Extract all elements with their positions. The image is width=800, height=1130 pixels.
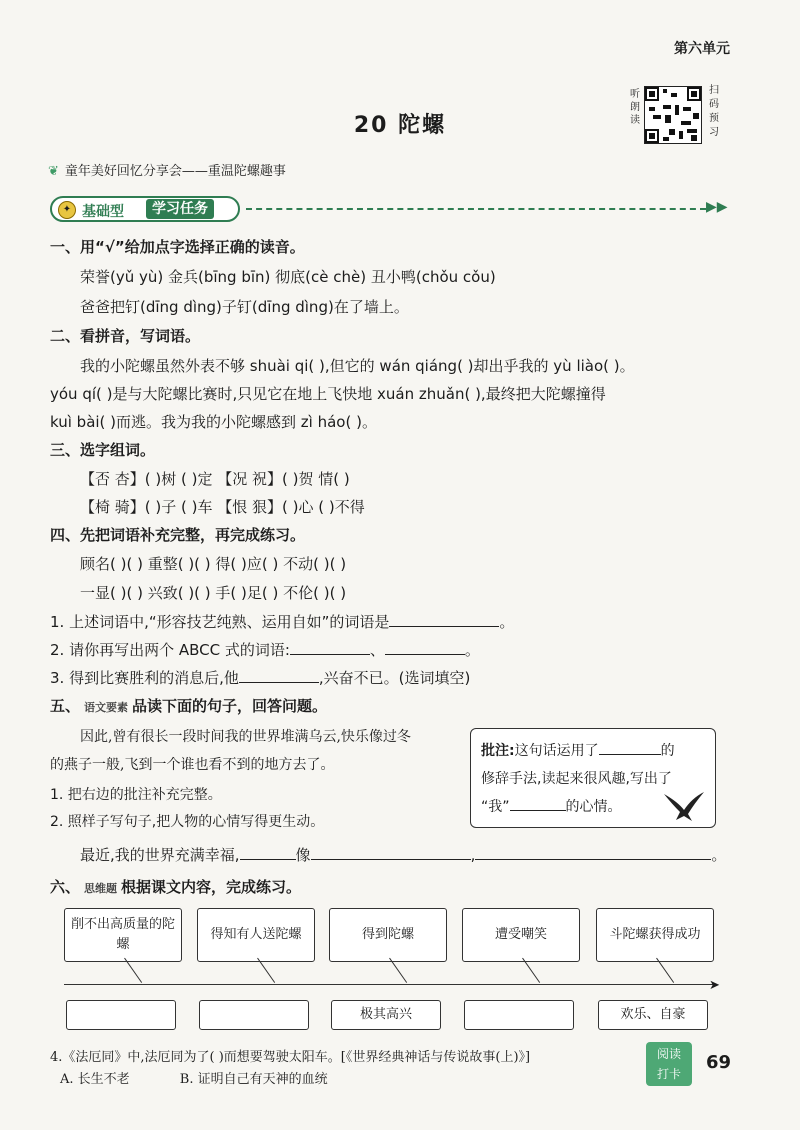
card-line1: 阅读: [656, 1047, 681, 1061]
note-line3a: “我”: [481, 799, 510, 815]
card-line2: 打卡: [656, 1067, 681, 1081]
q6-tag: 思维题: [84, 882, 118, 895]
note-blank1[interactable]: [599, 741, 661, 755]
top-box-4: 遭受嘲笑: [462, 908, 580, 962]
q4-sub3-blank[interactable]: [239, 669, 319, 683]
q4-sub3-b: ,兴奋不已。(选词填空): [318, 669, 471, 687]
banner-pill: [50, 196, 240, 222]
footer-option-a: A. 长生不老: [60, 1072, 130, 1087]
bottom-box-3[interactable]: 极其高兴: [331, 1000, 441, 1030]
top-box-2: 得知有人送陀螺: [197, 908, 315, 962]
top-box-3: 得到陀螺: [329, 908, 447, 962]
page-number: 69: [706, 1052, 732, 1073]
q5-ex-blank3[interactable]: [475, 846, 711, 860]
arrow-right-icon: ➤: [709, 978, 720, 993]
q6-head-b: 根据课文内容，完成练习。: [121, 878, 302, 896]
footer-options: [60, 1068, 328, 1087]
q4-sub1-blank[interactable]: [389, 613, 499, 627]
q4-sub3: [50, 667, 470, 688]
q2-line2: yóu qí( )是与大陀螺比赛时,只见它在地上飞快地 xuán zhuǎn( ),最终把大陀螺撞得: [50, 385, 606, 403]
leaf-icon: ❦: [48, 164, 59, 179]
q5-ex-c: ,: [470, 846, 476, 864]
q5-ex-a: 最近,我的世界充满幸福,: [80, 846, 240, 864]
q4-row1: 顾名( )( ) 重整( )( ) 得( )应( ) 不动( )( ): [80, 555, 347, 573]
subtitle: 童年美好回忆分享会——重温陀螺趣事: [64, 164, 286, 179]
q6-heading: [50, 876, 301, 897]
banner-part1: 基础型: [82, 204, 124, 220]
note-blank2[interactable]: [510, 797, 566, 811]
bottom-box-2[interactable]: [199, 1000, 309, 1030]
q1-row1: 荣誉(yǔ yù) 金兵(bīng bīn) 彻底(cè chè) 丑小鸭(chǒu cǒu): [80, 268, 496, 286]
q3-heading: 三、选字组词。: [50, 441, 156, 459]
q5-sub1: 1. 把右边的批注补充完整。: [50, 787, 222, 803]
q5-ex-blank1[interactable]: [240, 846, 296, 860]
q5-ex-d: 。: [711, 846, 727, 864]
q4-sub2-text: 2. 请你再写出两个 ABCC 式的词语:: [50, 641, 290, 659]
q3-row1: 【否 杏】( )树 ( )定 【况 祝】( )贺 情( ): [80, 470, 350, 488]
top-box-1: 削不出高质量的陀螺: [64, 908, 182, 962]
fishbone-diagram: [64, 896, 724, 1036]
note-line1: 这句话运用了: [514, 743, 599, 759]
banner-part2: 学习任务: [146, 199, 214, 219]
q4-sub2-end: 。: [464, 641, 480, 659]
fishbone-spine: [64, 984, 714, 985]
q4-heading: 四、先把词语补充完整，再完成练习。: [50, 526, 306, 544]
q5-tag: 语文要素: [84, 701, 129, 714]
note-line1b: 的: [660, 743, 675, 759]
q4-row2: 一显( )( ) 兴致( )( ) 手( )足( ) 不伦( )( ): [80, 584, 347, 602]
q5-ex-b: 像: [295, 846, 311, 864]
q5-head-a: 五、: [50, 697, 81, 715]
top-box-5: 斗陀螺获得成功: [596, 908, 714, 962]
q4-sub1-end: 。: [499, 613, 515, 631]
section-banner: [50, 196, 728, 222]
bottom-box-4[interactable]: [464, 1000, 574, 1030]
q4-sub3-a: 3. 得到比赛胜利的消息后,他: [50, 669, 239, 687]
unit-label: 第六单元: [674, 41, 730, 57]
q2-line1: 我的小陀螺虽然外表不够 shuài qi( ),但它的 wán qiáng( )却出乎我的 yù liào( )。: [80, 357, 635, 375]
page-title: 20 陀螺: [353, 113, 447, 138]
q4-sub1-text: 1. 上述词语中,“形容技艺纯熟、运用自如”的词语是: [50, 613, 390, 631]
bottom-box-5[interactable]: 欢乐、自豪: [598, 1000, 708, 1030]
double-arrow-icon: ▶▶: [706, 199, 728, 215]
q5-example: [80, 844, 726, 865]
note-label: 批注:: [481, 743, 515, 759]
qr-left-label: 听朗读: [630, 89, 640, 126]
q4-sub2-blank2[interactable]: [385, 641, 465, 655]
footer-question: 4.《法厄同》中,法厄同为了( )而想要驾驶太阳车。[《世界经典神话与传说故事(上)》]: [50, 1050, 531, 1065]
reading-checkin-badge[interactable]: [646, 1042, 692, 1086]
q4-sub2-blank1[interactable]: [290, 641, 370, 655]
q4-sub2-mid: 、: [369, 641, 385, 659]
q5-head-b: 品读下面的句子，回答问题。: [132, 697, 328, 715]
bottom-box-1[interactable]: [66, 1000, 176, 1030]
q1-row2: 爸爸把钉(dīng dìng)子钉(dīng dìng)在了墙上。: [80, 298, 409, 316]
lightbulb-icon: ✦: [58, 201, 76, 219]
qr-right-label: 扫码预习: [709, 85, 719, 138]
q4-sub1: [50, 611, 514, 632]
q5-quote2: 的燕子一般,飞到一个谁也看不到的地方去了。: [50, 757, 335, 773]
q4-sub2: [50, 639, 480, 660]
q1-heading: 一、用“√”给加点字选择正确的读音。: [50, 238, 305, 256]
note-line2: 修辞手法,读起来很风趣,写出了: [481, 771, 672, 787]
subtitle-row: [48, 160, 286, 179]
swallow-icon: [662, 788, 706, 829]
q5-sub2: 2. 照样子写句子,把人物的心情写得更生动。: [50, 814, 325, 830]
banner-dashed-line: [246, 208, 706, 210]
q5-quote1: 因此,曾有很长一段时间我的世界堆满乌云,快乐像过冬: [80, 729, 411, 745]
q5-ex-blank2[interactable]: [311, 846, 471, 860]
q2-heading: 二、看拼音，写词语。: [50, 327, 201, 345]
q3-row2: 【椅 骑】( )子 ( )车 【恨 狠】( )心 ( )不得: [80, 498, 365, 516]
footer-option-b: B. 证明自己有天神的血统: [179, 1072, 328, 1087]
q6-head-a: 六、: [50, 878, 81, 896]
q5-heading: [50, 695, 327, 716]
q2-line3: kuì bài( )而逃。我为我的小陀螺感到 zì háo( )。: [50, 413, 377, 431]
note-line3b: 的心情。: [565, 799, 622, 815]
